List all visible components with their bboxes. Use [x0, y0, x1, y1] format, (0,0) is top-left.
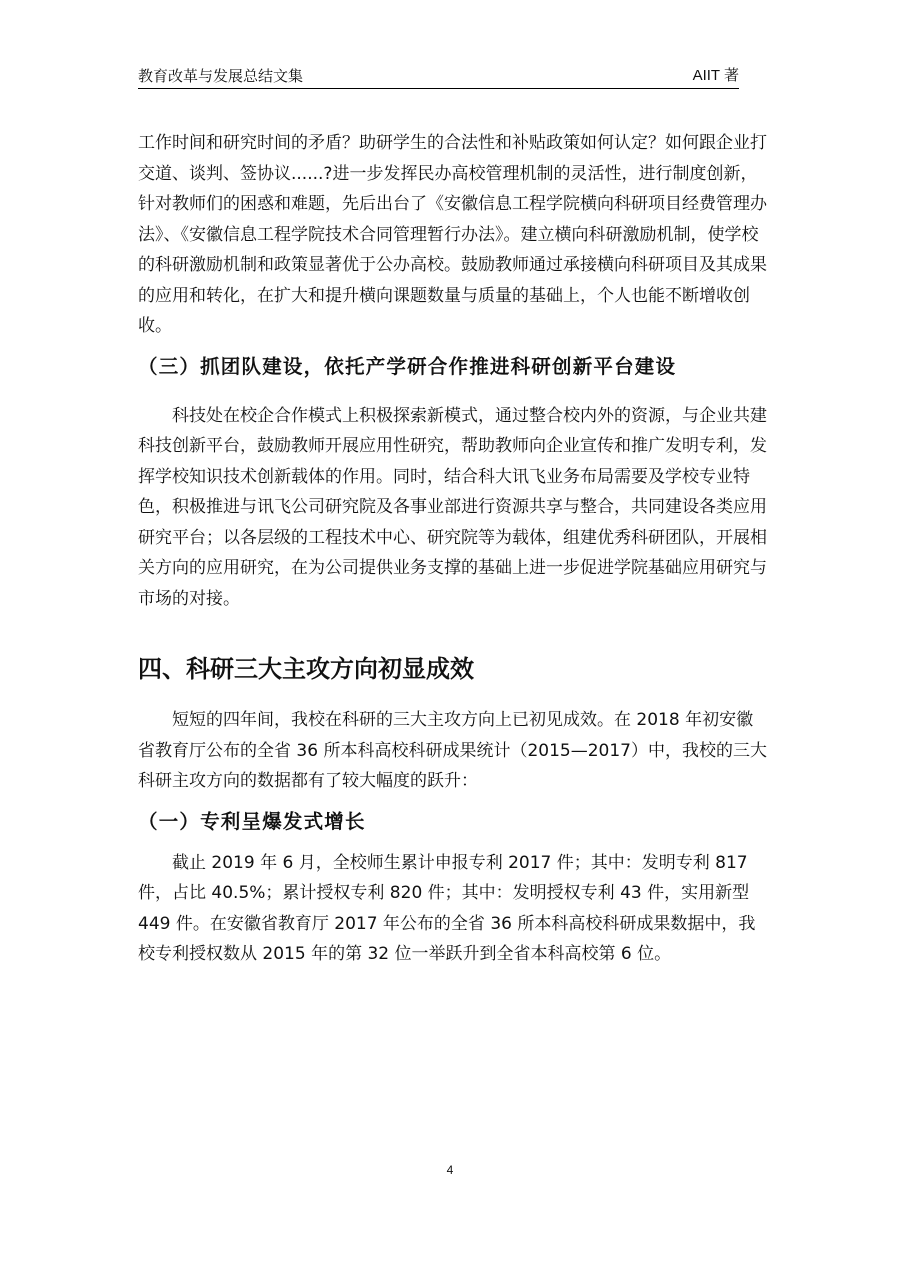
paragraph-patents: 截止 2019 年 6 月，全校师生累计申报专利 2017 件；其中：发明专利 817 件，占比 40.5%；累计授权专利 820 件；其中：发明授权专利 43 件，实用新型 449 件。在安徽省教育厅 2017 年公布的全省 36 所本科高校科研成果数据中，我校专利授权数从 2015 年的第 32 位一举跃升到全省本科高校第 6 位。: [138, 852, 756, 964]
header-book-title: 教育改革与发展总结文集: [138, 67, 304, 85]
paragraph-platform: 科技处在校企合作模式上积极探索新模式，通过整合校内外的资源，与企业共建科技创新平台，鼓励教师开展应用性研究，帮助教师向企业宣传和推广发明专利，发挥学校知识技术创新载体的作用。同时，结合科大讯飞业务布局需要及学校专业特色，积极推进与讯飞公司研究院及各事业部进行资源共享与整合，共同建设各类应用研究平台；以各层级的工程技术中心、研究院等为载体，组建优秀科研团队，开展相关方向的应用研究，在为公司提供业务支撑的基础上进一步促进学院基础应用研究与市场的对接。: [138, 405, 767, 609]
paragraph-continued: 工作时间和研究时间的矛盾？助研学生的合法性和补贴政策如何认定？如何跟企业打交道、谈判、签协议......?进一步发挥民办高校管理机制的灵活性，进行制度创新，针对教师们的困惑和难题，先后出台了《安徽信息工程学院横向科研项目经费管理办法》、《安徽信息工程学院技术合同管理暂行办法》。建立横向科研激励机制，使学校的科研激励机制和政策显著优于公办高校。鼓励教师通过承接横向科研项目及其成果的应用和转化，在扩大和提升横向课题数量与质量的基础上，个人也能不断增收创收。: [138, 133, 767, 336]
page-content: [138, 128, 768, 970]
paragraph-intro-results: 短短的四年间，我校在科研的三大主攻方向上已初见成效。在 2018 年初安徽省教育厅公布的全省 36 所本科高校科研成果统计（2015—2017）中，我校的三大科研主攻方向的数据都有了较大幅度的跃升：: [138, 710, 767, 791]
subheading-patents: （一）专利呈爆发式增长: [138, 809, 366, 833]
header-author: AIIT 著: [692, 67, 739, 84]
subheading-team-building: （三）抓团队建设，依托产学研合作推进科研创新平台建设: [138, 354, 677, 378]
section-heading-research-results: 四、科研三大主攻方向初显成效: [138, 655, 474, 683]
page-number: 4: [446, 1163, 454, 1177]
running-header: [138, 66, 739, 89]
